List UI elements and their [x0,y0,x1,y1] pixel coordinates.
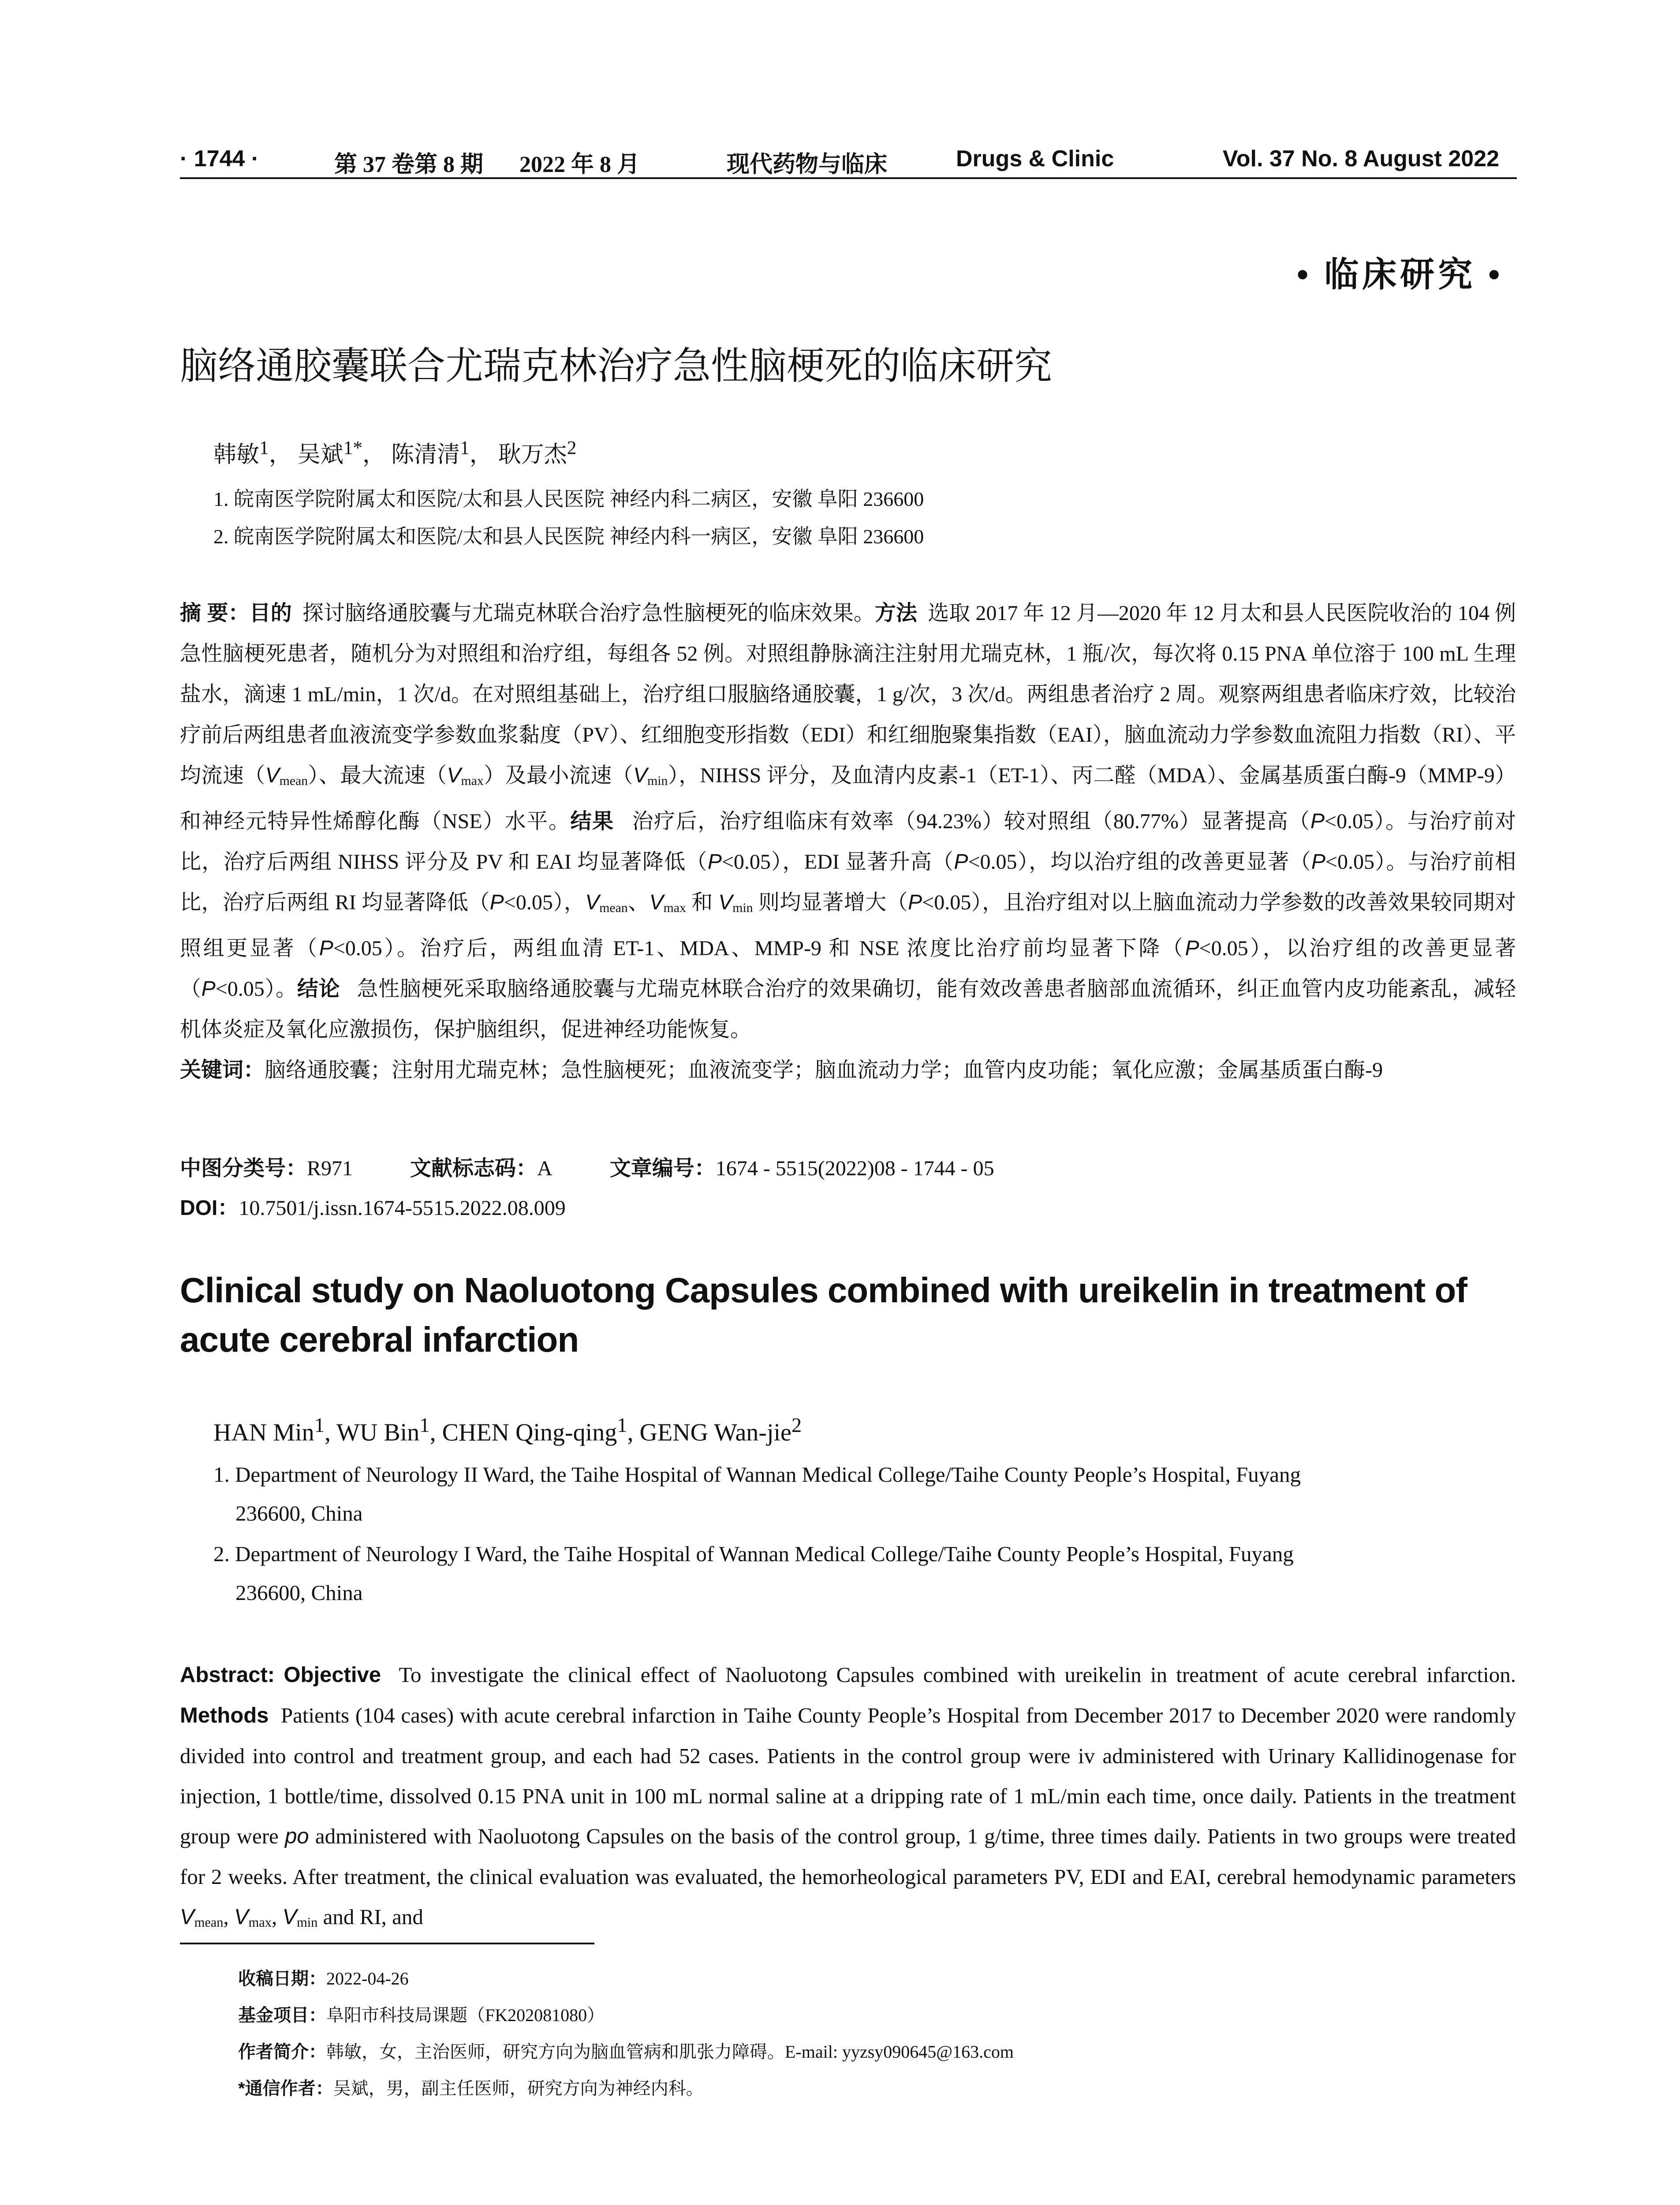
mean-subscript: mean [279,773,308,788]
author-sup: 2 [791,1414,802,1437]
affiliation-line: 1. Department of Neurology II Ward, the Taihe Hospital of Wannan Medical College/Taihe County People’s Hospital, Fuyang [213,1462,1301,1487]
doc-code-label: 文献标志码： [410,1157,538,1180]
date-cn: 2022 年 8 月 [519,152,640,177]
results-text: 、 [627,890,650,914]
p-symbol: P [201,977,216,1001]
author-name: CHEN Qing-qing [442,1419,617,1446]
objective-text: 探讨脑络通胶囊与尤瑞克林联合治疗急性脑梗死的临床效果。 [302,602,875,625]
affiliation-text: 皖南医学院附属太和医院/太和县人民医院 神经内科一病区，安徽 阜阳 236600 [234,525,924,548]
results-text: 和 [686,890,719,914]
v-symbol: V [265,764,280,787]
results-text: <0.05），均以治疗组的改善更显著（ [968,850,1311,874]
min-subscript: min [297,1915,318,1930]
doi-value: 10.7501/j.issn.1674-5515.2022.08.009 [239,1196,566,1220]
clc-label: 中图分类号： [180,1157,307,1180]
affiliation-number: 1. [213,488,229,510]
methods-text: ）、最大流速（ [308,764,447,787]
abstract-label: 摘 要： [180,602,250,625]
affiliation-cn [213,520,924,549]
p-symbol: P [1310,809,1325,833]
footnote-rule [180,1943,594,1944]
max-subscript: max [461,773,484,788]
abstract-en [180,1655,1516,1943]
keywords-text: 脑络通胶囊；注射用尤瑞克林；急性脑梗死；血液流变学；脑血流动力学；血管内皮功能；氧化应激；金属基质蛋白酶-9 [265,1058,1383,1082]
p-symbol: P [319,936,333,960]
results-text: <0.05），且治疗组对以上脑血流动力学参数的改善效果较同期对照组更显著（ [180,890,1516,960]
results-text: 则均显著增大（ [753,890,908,914]
methods-text: administered with Naoluotong Capsules on the basis of the control group, 1 g/time, three times daily. Patients in two groups were treated for 2 weeks. After treatment, the clinical evaluation was evaluated, the hemorheological parameters PV, EDI and EAI, cerebral hemodynamic parameters [180,1824,1516,1889]
p-symbol: P [1311,850,1325,874]
volume-issue-en: Vol. 37 No. 8 August 2022 [1222,146,1499,172]
footnote-received [238,1965,409,1990]
v-symbol: V [447,764,461,787]
article-number-label: 文章编号： [609,1157,716,1180]
affiliation-line: 2. Department of Neurology I Ward, the Taihe Hospital of Wannan Medical College/Taihe County People’s Hospital, Fuyang [213,1542,1294,1566]
author-name: 吴斌 [297,442,343,467]
header-rule [180,177,1517,179]
clc-value: R971 [307,1157,353,1180]
author-sup: 1 [460,437,470,459]
max-subscript: max [663,900,686,915]
volume-issue-cn: 第 37 卷第 8 期 [334,152,484,177]
title-en: Clinical study on Naoluotong Capsules combined with ureikelin in treatment of acute cerebral infarction [180,1271,1467,1359]
v-symbol: V [633,764,648,787]
affiliation-line: 236600, China [235,1501,363,1525]
affiliation-en [213,1535,1514,1612]
author-name: GENG Wan-jie [639,1419,791,1446]
title-cn: 脑络通胶囊联合尤瑞克林治疗急性脑梗死的临床研究 [180,345,1052,387]
v-symbol: V [585,890,600,914]
mean-subscript: mean [194,1915,224,1930]
author-name: WU Bin [336,1419,420,1446]
author-name: 陈清清 [391,442,460,467]
results-text: <0.05），EDI 显著升高（ [721,850,954,874]
mean-subscript: mean [599,900,628,915]
objective-label: Objective [284,1663,381,1687]
po-abbrev: po [285,1824,309,1848]
affiliation-en [213,1455,1514,1533]
classification-line [180,1151,1052,1181]
methods-text: and RI, and [317,1905,423,1929]
author-sup: 1 [617,1414,627,1437]
footnote-label: 作者简介： [238,2042,326,2062]
v-symbol: V [718,890,733,914]
v-symbol: V [180,1905,194,1929]
v-symbol: V [234,1905,249,1929]
running-header [180,140,1499,176]
methods-text: ），NIHSS 评分，及血清内皮素-1（ET-1）、丙二醛（MDA）、金属基质蛋白酶-9（MMP-9）和神经元特异性烯醇化酶（NSE）水平。 [180,764,1516,833]
footnote-text: 2022-04-26 [326,1969,409,1988]
author-sup: 1 [419,1414,430,1437]
results-text: <0.05）， [504,890,586,914]
results-text: <0.05），以治疗组的改善更显著（ [180,936,1516,1001]
methods-label: 方法 [874,602,918,625]
p-symbol: P [908,890,922,914]
journal-name-cn: 现代药物与临床 [727,152,888,177]
abstract-label: Abstract: [180,1663,275,1687]
p-symbol: P [954,850,968,874]
methods-text: Patients (104 cases) with acute cerebral infarction in Taihe County People’s Hospital from December 2017 to December 2020 were randomly divided into control and treatment group, and each had 52 cases. Patients in the control group were iv administered with Urinary Kallidinogenase for injection, 1 bottle/time, dissolved 0.15 PNA unit in 100 mL normal saline at a dripping rate of 1 mL/min each time, once daily. Patients in the treatment group were [180,1703,1516,1848]
footnote-label: 收稿日期： [238,1969,326,1988]
affiliation-text: 皖南医学院附属太和医院/太和县人民医院 神经内科二病区，安徽 阜阳 236600 [234,488,924,510]
results-label: 结果 [570,809,614,833]
results-text: <0.05）。 [215,977,297,1001]
footnote-funding [238,2001,605,2026]
doi-label: DOI： [180,1196,239,1220]
author-sup: 1 [259,437,269,459]
conclusion-text: 急性脑梗死采取脑络通胶囊与尤瑞克林联合治疗的效果确切，能有效改善患者脑部血流循环，纠正血管内皮功能紊乱，减轻机体炎症及氧化应激损伤，保护脑组织，促进神经功能恢复。 [180,977,1516,1041]
section-tag: • 临床研究 • [1296,255,1504,294]
doi-line [180,1191,566,1221]
min-subscript: min [647,773,668,788]
authors-en: HAN Min$^1$, WU Bin$^1$, CHEN Qing-qing$^1$, GENG Wan-jie$^2$ [213,1414,802,1446]
footnote-label: 基金项目： [238,2006,326,2025]
v-symbol: V [282,1905,297,1929]
v-symbol: V [649,890,664,914]
footnote-text: 阜阳市科技局课题（FK202081080） [326,2005,605,2025]
methods-label: Methods [180,1704,269,1727]
footnote-text: 吴斌，男，副主任医师，研究方向为神经内科。 [333,2078,704,2098]
page-number: · 1744 · [180,146,259,172]
objective-text: To investigate the clinical effect of Naoluotong Capsules combined with ureikelin in treatment of acute cerebral infarction. [399,1663,1516,1687]
separator: , [271,1905,283,1929]
journal-name-en: Drugs & Clinic [956,146,1114,172]
keywords-label: 关键词： [180,1058,265,1082]
author-name: HAN Min [213,1419,314,1446]
results-text: <0.05）。与治疗前相比，治疗后两组 RI 均显著降低（ [180,850,1516,914]
affiliation-cn [213,483,924,512]
affiliation-number: 2. [213,525,229,548]
methods-text: ）及最小流速（ [483,764,634,787]
author-sup: 1 [314,1414,325,1437]
results-text: <0.05）。治疗后，两组血清 ET-1、MDA、MMP-9 和 NSE 浓度比治疗前均显著下降（ [333,936,1185,960]
author-name: 耿万杰 [498,442,567,467]
results-text: <0.05）。与治疗前对比，治疗后两组 NIHSS 评分及 PV 和 EAI 均显著降低（ [180,809,1516,874]
min-subscript: min [732,900,753,915]
abstract-cn [180,593,1516,1091]
authors-cn: 韩敏$^1$， 吴斌$^{1*}$， 陈清清$^1$， 耿万杰$^2$ [213,437,577,467]
p-symbol: P [707,850,722,874]
objective-label: 目的 [249,602,292,625]
p-symbol: P [1185,936,1199,960]
affiliation-line: 236600, China [235,1581,363,1605]
separator: , [223,1905,234,1929]
author-sup: 1* [343,437,363,459]
p-symbol: P [489,890,504,914]
max-subscript: max [248,1915,272,1930]
conclusion-label: 结论 [297,977,340,1001]
footnote-corresponding [238,2074,704,2100]
results-text: 治疗后，治疗组临床有效率（94.23%）较对照组（80.77%）显著提高（ [632,809,1310,833]
footnote-label: *通信作者： [238,2079,333,2098]
methods-text: 选取 2017 年 12 月—2020 年 12 月太和县人民医院收治的 104 例急性脑梗死患者，随机分为对照组和治疗组，每组各 52 例。对照组静脉滴注注射用尤瑞克林，1 瓶/次，每次将 0.15 PNA 单位溶于 100 mL 生理盐水，滴速 1 mL/min，1 次/d。在对照组基础上，治疗组口服脑络通胶囊，1 g/次，3 次/d。两组患者治疗 2 周。观察两组患者临床疗效，比较治疗前后两组患者血液流变学参数血浆黏度（PV）、红细胞变形指数（EDI）和红细胞聚集指数（EAI），脑血流动力学参数血流阻力指数（RI）、平均流速（ [180,602,1516,787]
article-number-value: 1674 - 5515(2022)08 - 1744 - 05 [715,1157,994,1180]
author-name: 韩敏 [213,442,260,467]
footnote-text: 韩敏，女，主治医师，研究方向为脑血管病和肌张力障碍。E-mail: yyzsy090645@163.com [326,2042,1014,2062]
author-sup: 2 [567,437,577,459]
doc-code-value: A [537,1157,553,1180]
footnote-author-bio [238,2038,1014,2063]
